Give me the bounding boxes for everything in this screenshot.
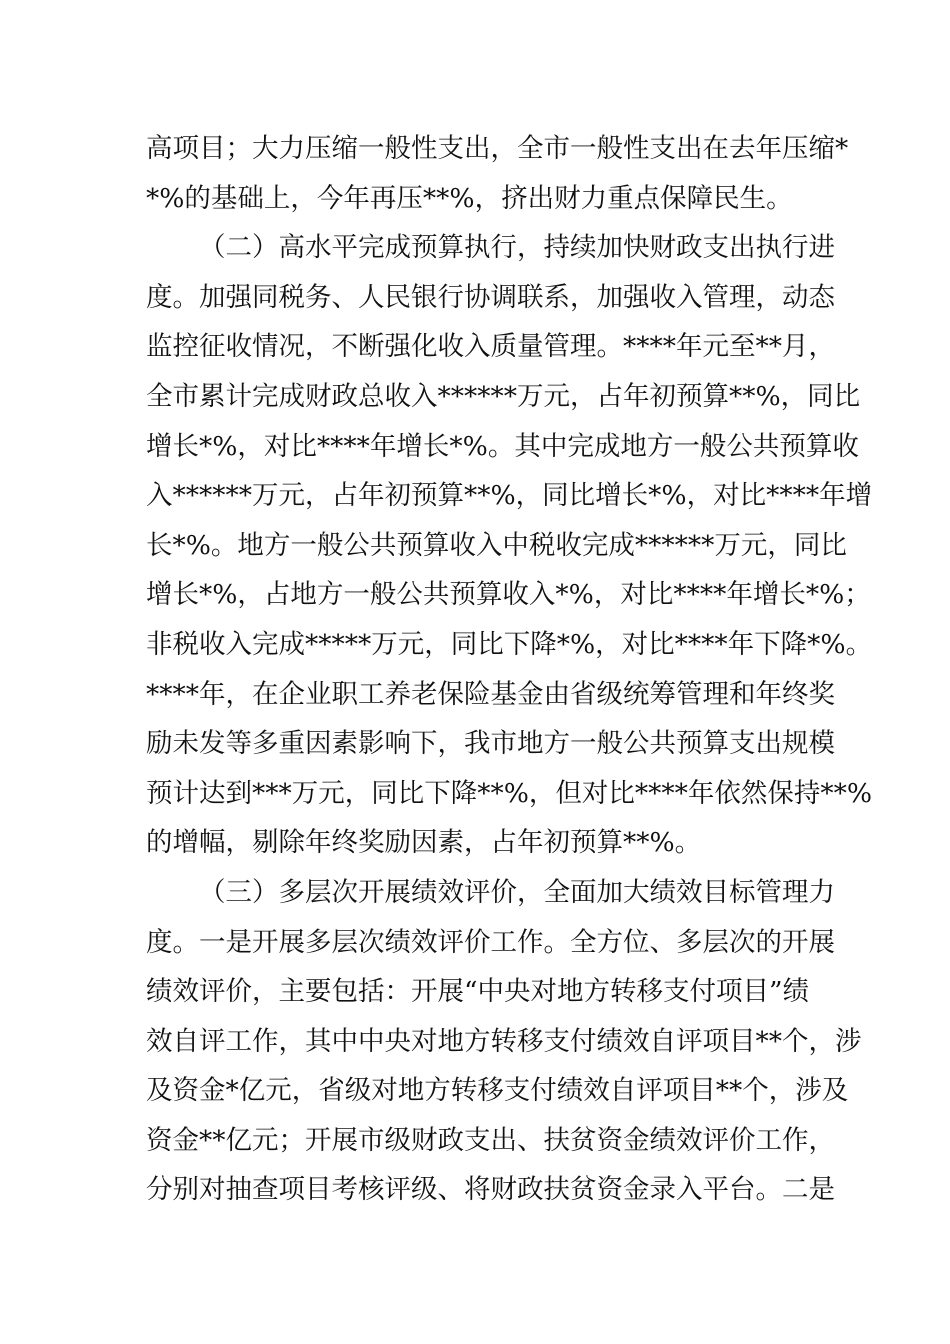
paragraph-line-12: ****年，在企业职工养老保险基金由省级统筹管理和年终奖 [146, 678, 835, 710]
paragraph-line-5: 监控征收情况，不断强化收入质量管理。****年元至**月， [146, 331, 835, 363]
paragraph-line-13: 励未发等多重因素影响下，我市地方一般公共预算支出规模 [146, 728, 835, 760]
paragraph-line-22: 分别对抽查项目考核评级、将财政扶贫资金录入平台。二是 [146, 1174, 835, 1206]
paragraph-line-9: 长*%。地方一般公共预算收入中税收完成******万元，同比 [146, 529, 847, 561]
paragraph-line-10: 增长*%，占地方一般公共预算收入*%，对比****年增长*%； [146, 579, 871, 611]
body-text [146, 124, 873, 1215]
paragraph-line-8: 入******万元，占年初预算**%，同比增长*%，对比****年增 [146, 480, 873, 512]
paragraph-line-15: 的增幅，剔除年终奖励因素，占年初预算**%。 [146, 827, 702, 859]
section-2-heading-line: （二）高水平完成预算执行，持续加快财政支出执行进 [199, 232, 835, 264]
paragraph-line-7: 增长*%，对比****年增长*%。其中完成地方一般公共预算收 [146, 430, 859, 462]
paragraph-line-6: 全市累计完成财政总收入******万元，占年初预算**%，同比 [146, 380, 861, 412]
paragraph-line-21: 资金**亿元；开展市级财政支出、扶贫资金绩效评价工作， [146, 1124, 835, 1156]
paragraph-line-17: 度。一是开展多层次绩效评价工作。全方位、多层次的开展 [146, 926, 835, 958]
section-3-heading-line: （三）多层次开展绩效评价，全面加大绩效目标管理力 [199, 876, 835, 908]
paragraph-line-19: 效自评工作，其中中央对地方转移支付绩效自评项目**个，涉 [146, 1025, 862, 1057]
paragraph-line-18: 绩效评价，主要包括：开展“中央对地方转移支付项目”绩 [146, 976, 810, 1008]
paragraph-line-14: 预计达到***万元，同比下降**%，但对比****年依然保持**% [146, 777, 873, 809]
paragraph-line-20: 及资金*亿元，省级对地方转移支付绩效自评项目**个，涉及 [146, 1075, 849, 1107]
paragraph-line-1: 高项目；大力压缩一般性支出，全市一般性支出在去年压缩* [146, 133, 849, 164]
paragraph-line-11: 非税收入完成*****万元，同比下降*%，对比****年下降*%。 [146, 628, 873, 660]
paragraph-line-2: *%的基础上，今年再压**%，挤出财力重点保障民生。 [146, 182, 793, 214]
paragraph-line-4: 度。加强同税务、人民银行协调联系，加强收入管理，动态 [146, 281, 835, 313]
